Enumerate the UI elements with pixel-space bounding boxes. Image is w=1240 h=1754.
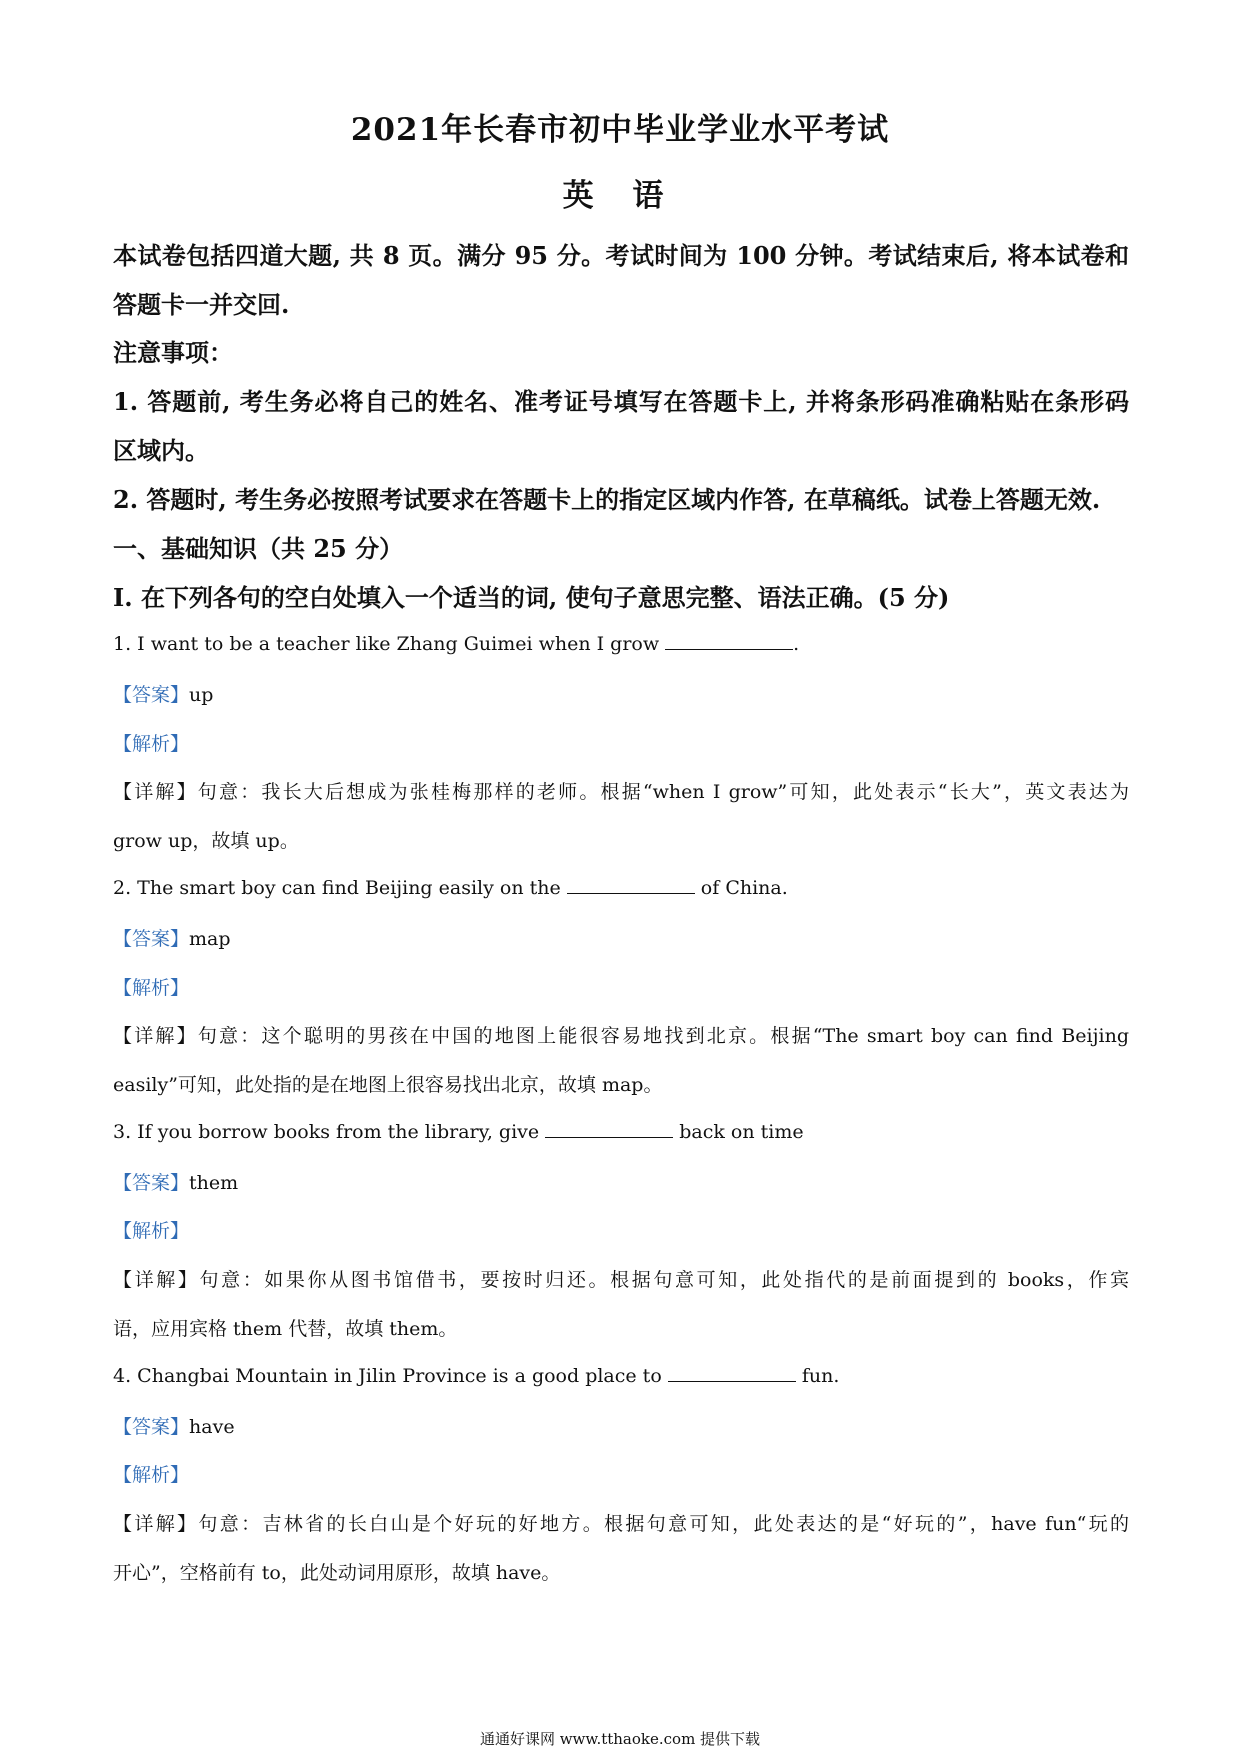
note-2: 2. 答题时, 考生务必按照考试要求在答题卡上的指定区域内作答, 在草稿纸。试卷上答题无效.: [113, 485, 1101, 514]
answer-row-1: [113, 680, 1129, 707]
question-text: 2. The smart boy can find Beijing easily on the: [113, 877, 567, 899]
note-1-line-2: 区域内。: [113, 436, 209, 465]
analysis-label: 【解析】: [113, 733, 190, 755]
answer-blank: [567, 875, 695, 894]
analysis-label-3: [113, 1216, 1129, 1243]
answer-value: map: [189, 928, 231, 950]
answer-value: up: [189, 684, 214, 706]
analysis-label: 【解析】: [113, 1464, 190, 1486]
answer-label: 【答案】: [113, 684, 190, 706]
footer-download-note: 通通好课网 www.tthaoke.com 提供下载: [479, 1730, 761, 1748]
question-4: [113, 1363, 1129, 1387]
detail-4-line-2: 开心”，空格前有 to，此处动词用原形，故填 have。: [113, 1562, 561, 1584]
answer-label: 【答案】: [113, 928, 190, 950]
note-1-line-1: 1. 答题前, 考生务必将自己的姓名、准考证号填写在答题卡上, 并将条形码准确粘贴在条形码: [113, 387, 1129, 416]
question-text: 4. Changbai Mountain in Jilin Province is a good place to: [113, 1365, 668, 1387]
detail-label: 【详解】: [113, 1025, 198, 1047]
part-title: I. 在下列各句的空白处填入一个适当的词, 使句子意思完整、语法正确。(5 分): [113, 583, 950, 612]
answer-row-3: [113, 1168, 1129, 1195]
detail-text: 句意：这个聪明的男孩在中国的地图上能很容易地找到北京。根据“The smart boy can find Beijing: [197, 1025, 1129, 1047]
question-text-end: back on time: [673, 1121, 804, 1143]
detail-label: 【详解】: [113, 1269, 200, 1291]
answer-label: 【答案】: [113, 1172, 190, 1194]
answer-blank: [545, 1119, 673, 1138]
analysis-label-4: [113, 1460, 1129, 1487]
detail-label: 【详解】: [113, 781, 198, 803]
section-title: 一、基础知识（共 25 分）: [113, 534, 404, 563]
answer-blank: [668, 1363, 796, 1382]
detail-label: 【详解】: [113, 1513, 199, 1535]
detail-1-line-1: [113, 777, 1129, 804]
detail-2-line-2: easily”可知，此处指的是在地图上很容易找出北京，故填 map。: [113, 1074, 663, 1096]
intro-line-1: 本试卷包括四道大题, 共 8 页。满分 95 分。考试时间为 100 分钟。考试结束后, 将本试卷和: [113, 241, 1129, 270]
question-3: [113, 1119, 1129, 1143]
answer-row-2: [113, 924, 1129, 951]
question-1: [113, 631, 1129, 655]
question-text-end: of China.: [694, 877, 788, 899]
answer-value: have: [189, 1416, 235, 1438]
answer-row-4: [113, 1412, 1129, 1439]
page-title: 2021年长春市初中毕业学业水平考试: [350, 112, 890, 148]
detail-text: 句意：如果你从图书馆借书，要按时归还。根据句意可知，此处指代的是前面提到的 books，作宾: [199, 1269, 1129, 1291]
question-text-end: fun.: [795, 1365, 840, 1387]
question-2: [113, 875, 1129, 899]
detail-3-line-1: [113, 1265, 1129, 1292]
detail-text: 句意：吉林省的长白山是个好玩的好地方。根据句意可知，此处表达的是“好玩的”，have fun“玩的: [198, 1513, 1129, 1535]
detail-4-line-1: [113, 1509, 1129, 1536]
analysis-label-1: [113, 729, 1129, 756]
detail-text: 句意：我长大后想成为张桂梅那样的老师。根据“when I grow”可知，此处表示“长大”，英文表达为: [197, 781, 1129, 803]
answer-blank: [665, 631, 793, 650]
answer-label: 【答案】: [113, 1416, 190, 1438]
answer-value: them: [189, 1172, 239, 1194]
subject-title: 英 语: [562, 178, 678, 214]
detail-2-line-1: [113, 1021, 1129, 1048]
detail-3-line-2: 语，应用宾格 them 代替，故填 them。: [113, 1318, 458, 1340]
detail-1-line-2: grow up，故填 up。: [113, 830, 299, 852]
question-text-end: .: [793, 633, 800, 655]
question-text: 3. If you borrow books from the library, give: [113, 1121, 546, 1143]
analysis-label: 【解析】: [113, 1220, 190, 1242]
analysis-label-2: [113, 973, 1129, 1000]
intro-line-2: 答题卡一并交回.: [113, 290, 290, 319]
analysis-label: 【解析】: [113, 977, 190, 999]
question-text: 1. I want to be a teacher like Zhang Guimei when I grow: [113, 633, 666, 655]
notice-title: 注意事项：: [113, 338, 233, 367]
